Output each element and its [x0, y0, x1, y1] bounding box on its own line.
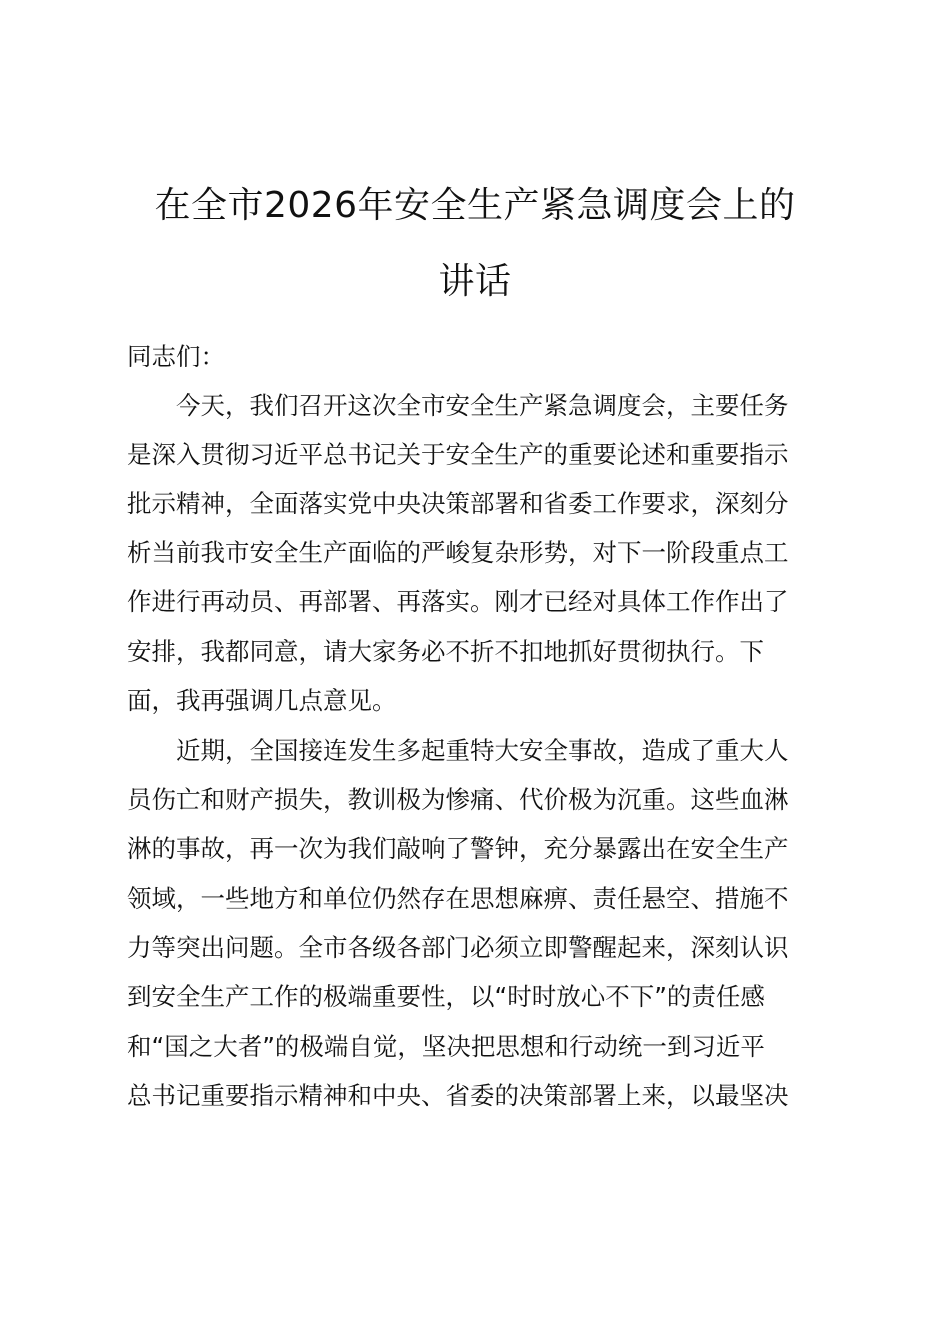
body-line: 近期，全国接连发生多起重特大安全事故，造成了重大人	[127, 736, 789, 765]
body-line: 到安全生产工作的极端重要性，以“时时放心不下”的责任感	[127, 982, 765, 1011]
body-line: 批示精神，全面落实党中央决策部署和省委工作要求，深刻分	[127, 489, 789, 518]
body-line: 是深入贯彻习近平总书记关于安全生产的重要论述和重要指示	[127, 440, 789, 469]
body-line: 力等突出问题。全市各级各部门必须立即警醒起来，深刻认识	[127, 933, 789, 962]
body-line: 今天，我们召开这次全市安全生产紧急调度会，主要任务	[127, 391, 789, 420]
body-line: 析当前我市安全生产面临的严峻复杂形势，对下一阶段重点工	[127, 538, 789, 567]
body-line: 员伤亡和财产损失，教训极为惨痛、代价极为沉重。这些血淋	[127, 785, 789, 814]
body-line: 领域，一些地方和单位仍然存在思想麻痹、责任悬空、措施不	[127, 884, 789, 913]
body-line: 淋的事故，再一次为我们敲响了警钟，充分暴露出在安全生产	[127, 834, 789, 863]
salutation: 同志们：	[127, 342, 225, 371]
body-line: 总书记重要指示精神和中央、省委的决策部署上来，以最坚决	[127, 1081, 789, 1110]
body-line: 和“国之大者”的极端自觉，坚决把思想和行动统一到习近平	[127, 1032, 765, 1061]
document-title-line-1: 在全市2026年安全生产紧急调度会上的	[154, 185, 796, 226]
body-line: 面，我再强调几点意见。	[127, 686, 397, 715]
document-title-line-2: 讲话	[438, 261, 512, 302]
body-line: 安排，我都同意，请大家务必不折不扣地抓好贯彻执行。下	[127, 637, 764, 666]
body-line: 作进行再动员、再部署、再落实。刚才已经对具体工作作出了	[127, 587, 789, 616]
